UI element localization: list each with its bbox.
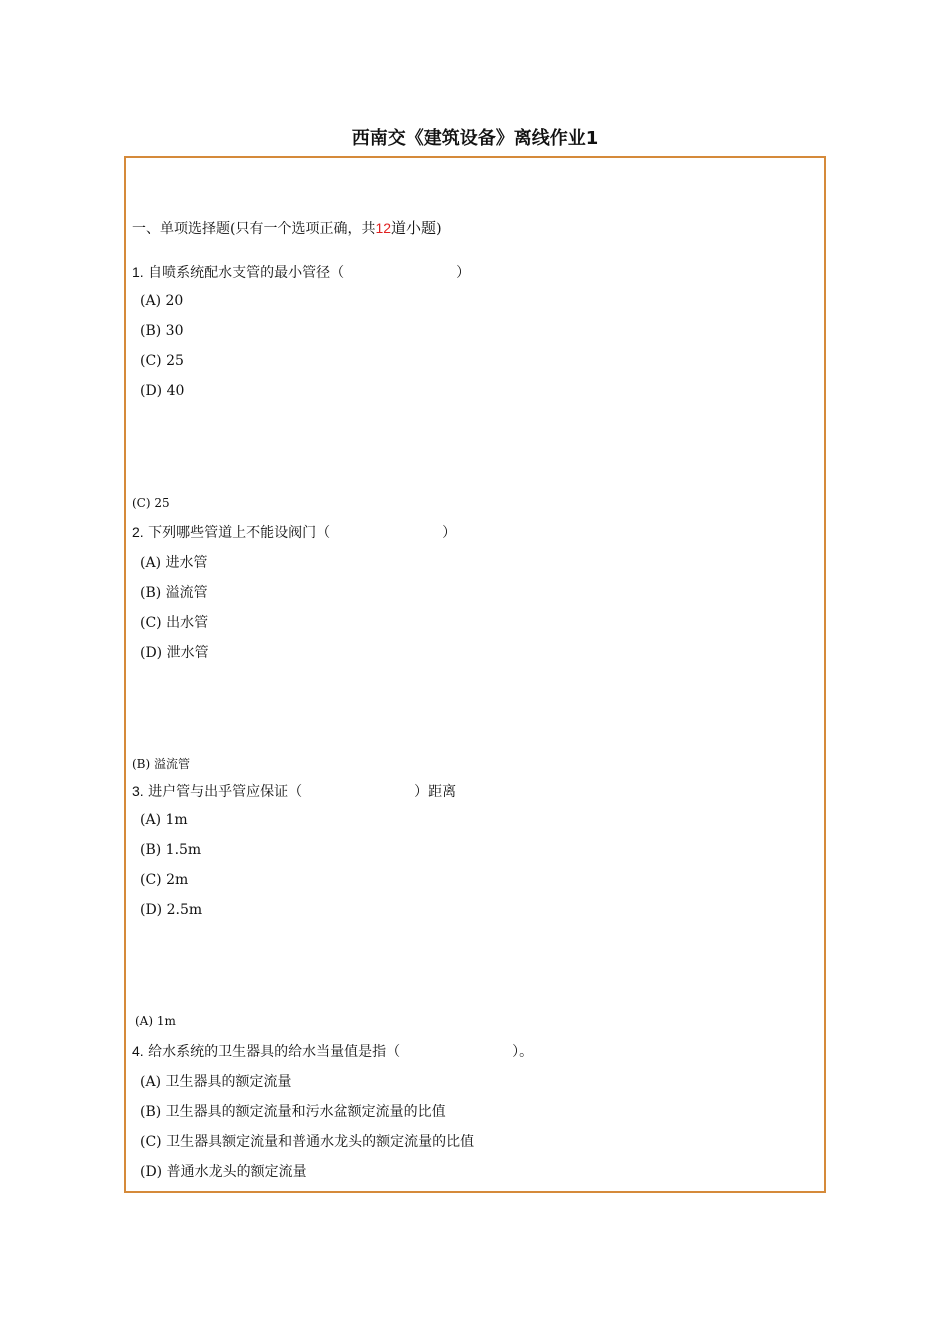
answer: (C) 25 [132,496,170,510]
question-text: 给水系统的卫生器具的给水当量值是指（ [148,1044,401,1060]
section-prefix: 一、单项选择题(只有一个选项正确，共 [132,221,376,237]
option-c: (C) 卫生器具额定流量和普通水龙头的额定流量的比值 [140,1134,475,1150]
option-c: (C) 2m [140,872,189,888]
question-text: 自喷系统配水支管的最小管径（ [148,265,345,281]
question-after: ） [442,525,457,541]
question-number: 2. [132,524,144,540]
option-a: (A) 20 [140,293,184,309]
answer: (B) 溢流管 [132,757,190,771]
section-heading [132,217,442,238]
option-c: (C) 出水管 [140,615,209,631]
question-4 [132,1041,533,1061]
question-number: 4. [132,1043,144,1059]
content-frame [124,156,826,1193]
question-after: ） [456,265,471,281]
option-a: (A) 1m [140,812,188,828]
option-d: (D) 40 [140,383,185,399]
option-d: (D) 2.5m [140,902,203,918]
question-1 [132,262,470,282]
option-c: (C) 25 [140,353,184,369]
option-b: (B) 1.5m [140,842,202,858]
question-count-unit: 道小题 [391,219,437,237]
question-2 [132,522,456,542]
option-b: (B) 溢流管 [140,585,208,601]
option-b: (B) 30 [140,323,184,339]
option-d: (D) 泄水管 [140,645,209,661]
question-text: 下列哪些管道上不能设阀门（ [148,525,331,541]
section-close: ) [436,221,442,237]
option-d: (D) 普通水龙头的额定流量 [140,1164,307,1180]
page-title: 西南交《建筑设备》离线作业1 [351,128,599,149]
question-3 [132,781,456,801]
question-number: 3. [132,783,144,799]
option-b: (B) 卫生器具的额定流量和污水盆额定流量的比值 [140,1104,446,1120]
question-text: 进户管与出乎管应保证（ [148,784,303,800]
option-a: (A) 进水管 [140,555,208,571]
question-number: 1. [132,264,144,280]
option-a: (A) 卫生器具的额定流量 [140,1074,292,1090]
question-count: 12 [375,220,392,236]
answer: (A) 1m [135,1014,176,1028]
question-after: ）距离 [414,784,457,800]
question-after: ）。 [512,1044,534,1060]
